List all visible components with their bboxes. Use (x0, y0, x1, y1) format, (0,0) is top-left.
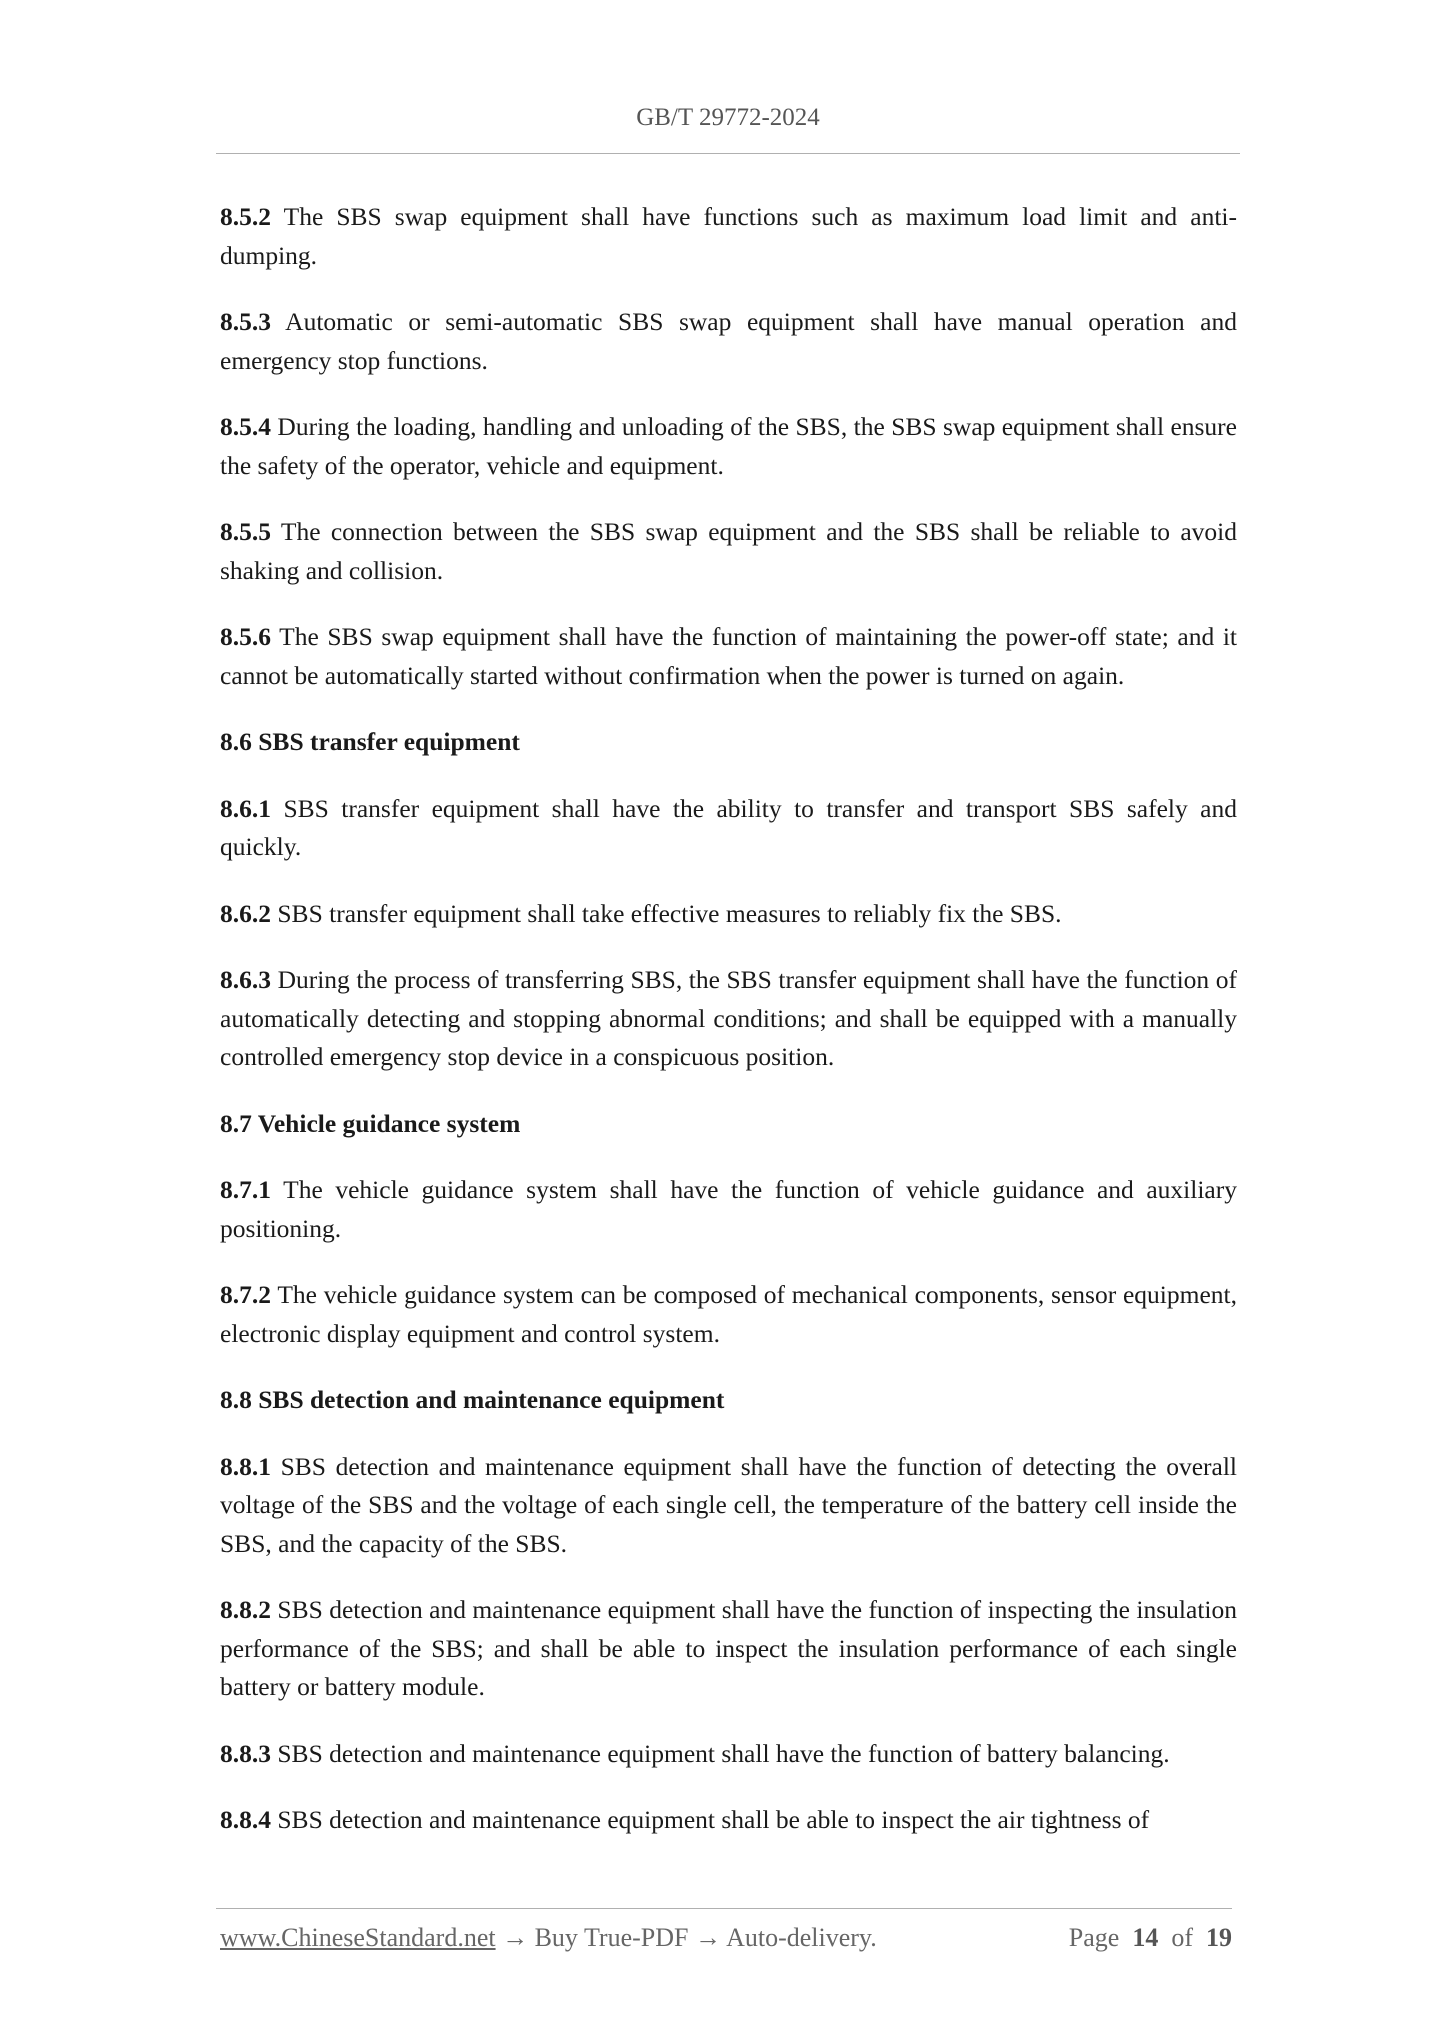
page-label: Page (1068, 1923, 1120, 1952)
clause-number: 8.8.2 (220, 1595, 271, 1624)
clause-8-8-3 (220, 1735, 1237, 1774)
clause-text: During the process of transferring SBS, the SBS transfer equipment shall have the function of automatically detecting and stopping abnormal conditions; and shall be equipped with a manually controlled emergency stop device in a conspicuous position. (220, 965, 1237, 1071)
clause-text: The SBS swap equipment shall have the function of maintaining the power-off state; and it cannot be automatically started without confirmation when the power is turned on again. (220, 622, 1237, 690)
clause-number: 8.6.1 (220, 793, 271, 823)
clause-number: 8.6.3 (220, 965, 271, 994)
current-page-number: 14 (1132, 1923, 1159, 1952)
site-link[interactable]: www.ChineseStandard.net (220, 1923, 496, 1952)
clause-8-5-5 (220, 513, 1237, 590)
clause-8-8-2 (220, 1591, 1237, 1707)
clause-number: 8.8.3 (220, 1738, 271, 1768)
clause-8-7-1 (220, 1171, 1237, 1248)
clause-number: 8.7.2 (220, 1280, 271, 1309)
section-heading-8-6: 8.6 SBS transfer equipment (220, 727, 520, 756)
clause-8-8-1 (220, 1448, 1237, 1564)
clause-text: SBS detection and maintenance equipment shall have the function of inspecting the insulation performance of the SBS; and shall be able to inspect the insulation performance of each single battery or battery module. (220, 1595, 1237, 1701)
buy-pdf-text: Buy True-PDF (534, 1923, 689, 1952)
clause-number: 8.7.1 (220, 1175, 271, 1204)
total-pages-number: 19 (1206, 1923, 1232, 1952)
arrow-right-icon: → (688, 1923, 727, 1952)
clause-8-6-1 (220, 790, 1237, 867)
clause-8-5-3 (220, 303, 1237, 380)
clause-text: The SBS swap equipment shall have functions such as maximum load limit and anti-dumping. (220, 202, 1237, 270)
header-divider (216, 153, 1240, 154)
clause-text: During the loading, handling and unloading of the SBS, the SBS swap equipment shall ensure the safety of the operator, vehicle and equipment. (220, 412, 1237, 480)
clause-number: 8.8.4 (220, 1805, 271, 1834)
clause-8-6-3 (220, 961, 1237, 1077)
clause-text: The vehicle guidance system shall have the function of vehicle guidance and auxiliary positioning. (220, 1175, 1237, 1243)
clause-text: The connection between the SBS swap equipment and the SBS shall be reliable to avoid shaking and collision. (220, 517, 1237, 585)
clause-8-8-4 (220, 1801, 1237, 1840)
clause-8-5-4 (220, 408, 1237, 485)
document-body (220, 198, 1237, 1868)
clause-number: 8.5.5 (220, 517, 271, 546)
clause-text: SBS detection and maintenance equipment shall be able to inspect the air tightness of (271, 1805, 1150, 1834)
clause-8-7-2 (220, 1276, 1237, 1353)
clause-number: 8.5.3 (220, 307, 271, 336)
clause-text: SBS detection and maintenance equipment shall have the function of detecting the overall voltage of the SBS and the voltage of each single cell, the temperature of the battery cell inside the SBS, and the capacity of the SBS. (220, 1451, 1237, 1558)
clause-8-5-2 (220, 198, 1237, 275)
clause-text: SBS detection and maintenance equipment shall have the function of battery balancing. (271, 1738, 1170, 1768)
section-heading-8-8: 8.8 SBS detection and maintenance equipment (220, 1385, 725, 1414)
section-heading-8-7: 8.7 Vehicle guidance system (220, 1108, 521, 1138)
page-indicator (1069, 1923, 1232, 1953)
clause-text: SBS transfer equipment shall take effective measures to reliably fix the SBS. (271, 898, 1062, 928)
clause-number: 8.5.6 (220, 622, 271, 651)
clause-8-6-2 (220, 895, 1237, 934)
clause-text: SBS transfer equipment shall have the ability to transfer and transport SBS safely and quickly. (220, 793, 1237, 861)
footer-divider (216, 1908, 1232, 1909)
footer-promo (220, 1923, 877, 1953)
clause-text: The vehicle guidance system can be composed of mechanical components, sensor equipment, electronic display equipment and control system. (220, 1280, 1237, 1348)
clause-number: 8.5.4 (220, 412, 271, 441)
auto-delivery-text: Auto-delivery. (726, 1923, 877, 1952)
clause-number: 8.5.2 (220, 202, 271, 231)
clause-text: Automatic or semi-automatic SBS swap equipment shall have manual operation and emergency stop functions. (220, 307, 1237, 375)
clause-number: 8.8.1 (220, 1451, 271, 1481)
of-label: of (1171, 1923, 1193, 1952)
clause-number: 8.6.2 (220, 898, 271, 928)
arrow-right-icon: → (495, 1923, 535, 1952)
document-header-title: GB/T 29772-2024 (636, 104, 820, 131)
clause-8-5-6 (220, 618, 1237, 695)
